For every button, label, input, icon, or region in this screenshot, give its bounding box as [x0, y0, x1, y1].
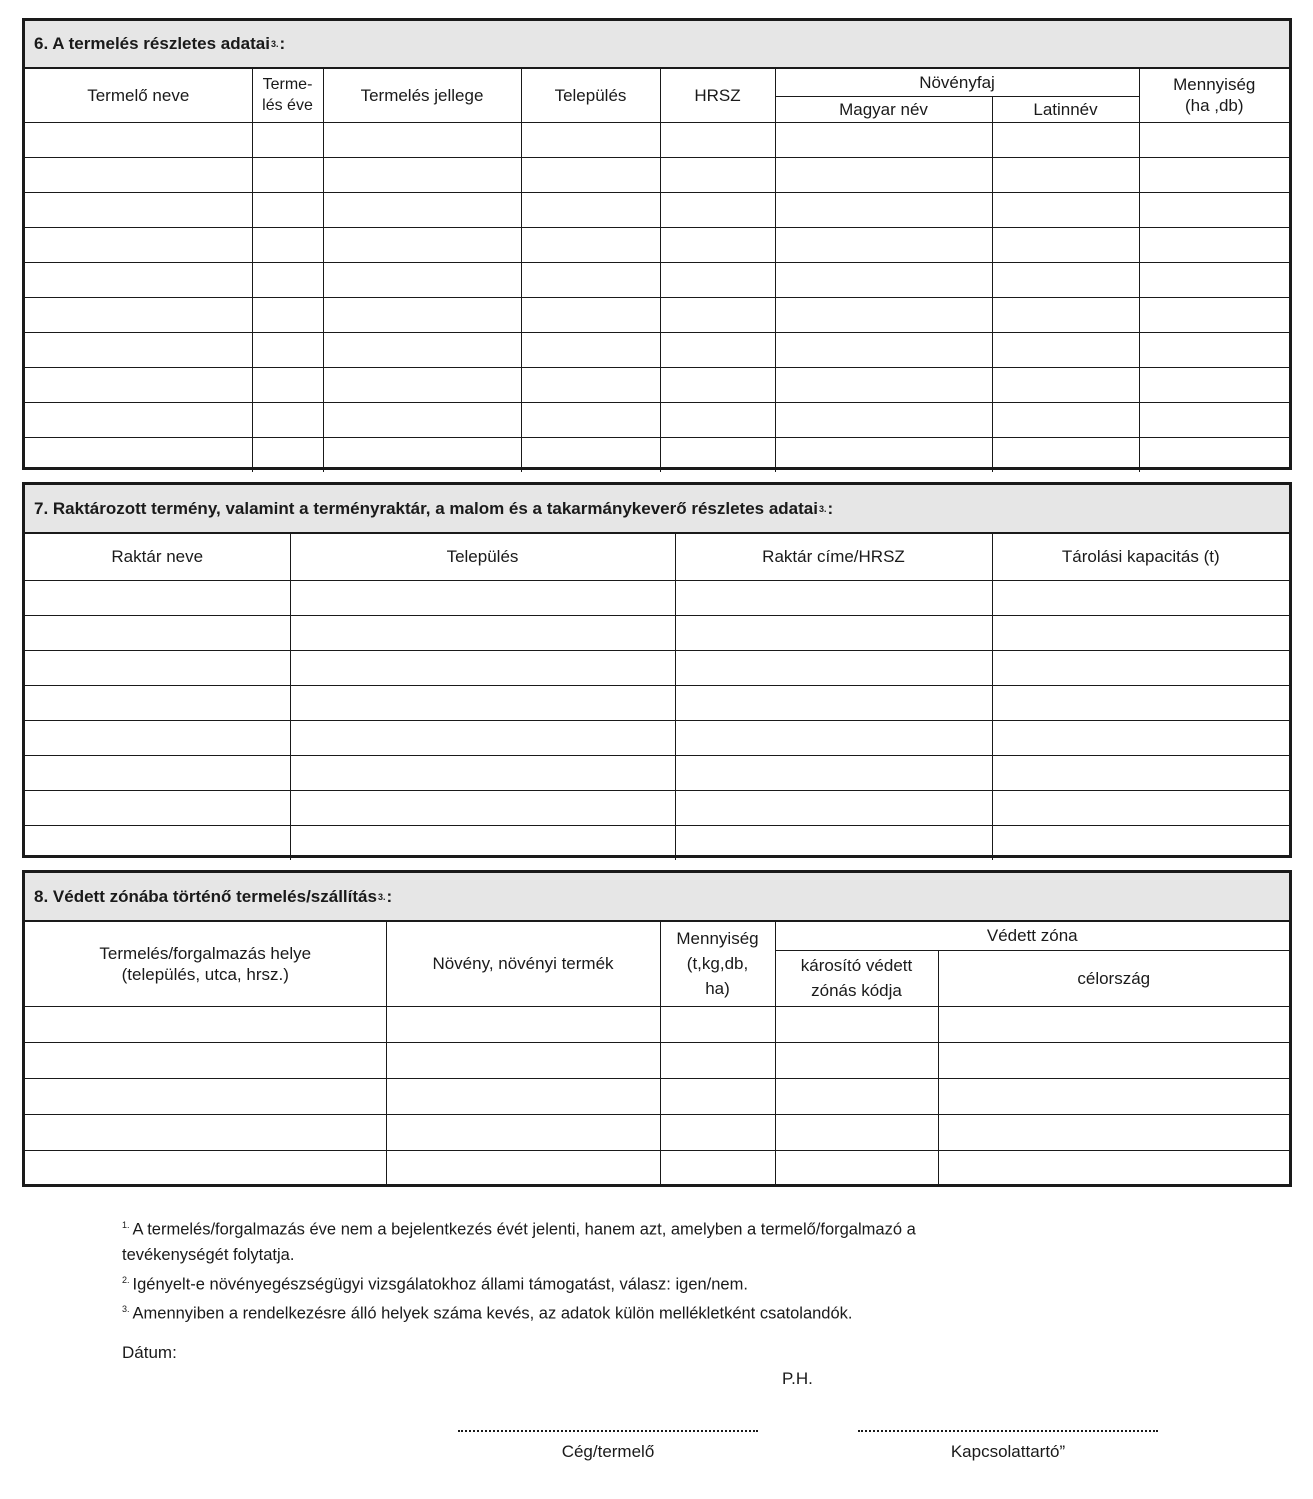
input-cell[interactable] — [1139, 437, 1289, 472]
signature-line[interactable] — [458, 1430, 758, 1432]
table-row — [25, 1150, 1289, 1186]
input-cell[interactable] — [290, 720, 675, 755]
input-cell[interactable] — [521, 367, 660, 402]
input-cell[interactable] — [25, 227, 252, 262]
table-row — [25, 227, 1289, 262]
input-cell[interactable] — [660, 367, 775, 402]
header-celorszag: célország — [938, 950, 1289, 1006]
input-cell[interactable] — [25, 685, 290, 720]
input-cell[interactable] — [290, 685, 675, 720]
input-cell[interactable] — [521, 332, 660, 367]
input-cell[interactable] — [323, 367, 521, 402]
table-row — [25, 1042, 1289, 1078]
table-row — [25, 580, 1289, 615]
input-cell[interactable] — [660, 157, 775, 192]
input-cell[interactable] — [992, 157, 1139, 192]
input-cell[interactable] — [521, 297, 660, 332]
storage-table-body — [25, 580, 1289, 860]
input-cell[interactable] — [992, 192, 1139, 227]
input-cell[interactable] — [1139, 332, 1289, 367]
input-cell[interactable] — [521, 227, 660, 262]
input-cell[interactable] — [386, 1114, 660, 1150]
input-cell[interactable] — [25, 1006, 386, 1042]
signature-contact-label: Kapcsolattartó” — [950, 1442, 1066, 1461]
header-telepules: Település — [290, 534, 675, 580]
input-cell[interactable] — [660, 1078, 775, 1114]
input-cell[interactable] — [775, 1042, 938, 1078]
input-cell[interactable] — [290, 650, 675, 685]
date-label: Dátum: — [122, 1343, 177, 1362]
header-termeles-jellege: Termelés jellege — [323, 69, 521, 122]
input-cell[interactable] — [775, 1078, 938, 1114]
input-cell[interactable] — [25, 825, 290, 860]
table-row — [25, 685, 1289, 720]
input-cell[interactable] — [938, 1042, 1289, 1078]
input-cell[interactable] — [992, 720, 1289, 755]
table-row — [25, 332, 1289, 367]
table-row — [25, 192, 1289, 227]
input-cell[interactable] — [25, 1042, 386, 1078]
table-row — [25, 262, 1289, 297]
input-cell[interactable] — [25, 262, 252, 297]
input-cell[interactable] — [323, 297, 521, 332]
footnote-3: $^{3.}$ Amennyiben a rendelkezésre álló helyek száma kevés, az adatok külön mellékletként csatolandók. — [122, 1304, 853, 1323]
input-cell[interactable] — [25, 367, 252, 402]
input-cell[interactable] — [660, 1114, 775, 1150]
input-cell[interactable] — [323, 122, 521, 157]
input-cell[interactable] — [1139, 297, 1289, 332]
input-cell[interactable] — [660, 402, 775, 437]
input-cell[interactable] — [252, 332, 323, 367]
header-raktar-neve: Raktár neve — [25, 534, 290, 580]
table-row — [25, 437, 1289, 472]
input-cell[interactable] — [252, 402, 323, 437]
signature-company-label: Cég/termelő — [561, 1442, 655, 1461]
input-cell[interactable] — [992, 615, 1289, 650]
input-cell[interactable] — [660, 192, 775, 227]
input-cell[interactable] — [290, 580, 675, 615]
input-cell[interactable] — [675, 825, 992, 860]
input-cell[interactable] — [675, 650, 992, 685]
input-cell[interactable] — [992, 402, 1139, 437]
header-latinnev: Latinnév — [992, 96, 1139, 122]
table-row — [25, 720, 1289, 755]
input-cell[interactable] — [290, 790, 675, 825]
input-cell[interactable] — [252, 297, 323, 332]
input-cell[interactable] — [25, 402, 252, 437]
header-hrsz: HRSZ — [660, 69, 775, 122]
input-cell[interactable] — [775, 227, 992, 262]
section-8-footnote-ref: 3. — [377, 891, 386, 902]
input-cell[interactable] — [775, 262, 992, 297]
input-cell[interactable] — [675, 720, 992, 755]
protected-zone-table — [25, 922, 1289, 1186]
input-cell[interactable] — [938, 1150, 1289, 1186]
table-row — [25, 755, 1289, 790]
input-cell[interactable] — [290, 755, 675, 790]
table-row — [25, 367, 1289, 402]
input-cell[interactable] — [1139, 227, 1289, 262]
input-cell[interactable] — [25, 1078, 386, 1114]
input-cell[interactable] — [775, 157, 992, 192]
section-6-title-text: 6. A termelés részletes adatai — [34, 34, 270, 53]
table-row — [25, 790, 1289, 825]
input-cell[interactable] — [386, 1150, 660, 1186]
input-cell[interactable] — [938, 1078, 1289, 1114]
table-row — [25, 402, 1289, 437]
table-row — [25, 650, 1289, 685]
input-cell[interactable] — [252, 192, 323, 227]
input-cell[interactable] — [992, 227, 1139, 262]
input-cell[interactable] — [25, 1150, 386, 1186]
table-row — [25, 825, 1289, 860]
input-cell[interactable] — [1139, 192, 1289, 227]
input-cell[interactable] — [386, 1078, 660, 1114]
input-cell[interactable] — [1139, 122, 1289, 157]
table-row — [25, 1078, 1289, 1114]
table-row — [25, 615, 1289, 650]
header-mennyiseg: Mennyiség (ha ,db) — [1139, 69, 1289, 122]
input-cell[interactable] — [323, 332, 521, 367]
production-table — [25, 69, 1289, 472]
input-cell[interactable] — [675, 685, 992, 720]
input-cell[interactable] — [992, 685, 1289, 720]
header-noveny: Növény, növényi termék — [386, 922, 660, 1006]
section-6-footnote-ref: 3. — [270, 39, 279, 49]
input-cell[interactable] — [252, 367, 323, 402]
input-cell[interactable] — [252, 262, 323, 297]
input-cell[interactable] — [992, 262, 1139, 297]
section-7-title-text: 7. Raktározott termény, valamint a terményraktár, a malom és a takarmánykeverő részletes adatai — [34, 498, 818, 518]
header-magyar-nev: Magyar név — [775, 96, 992, 122]
input-cell[interactable] — [775, 332, 992, 367]
input-cell[interactable] — [775, 122, 992, 157]
input-cell[interactable] — [25, 790, 290, 825]
input-cell[interactable] — [992, 790, 1289, 825]
header-raktar-cime: Raktár címe/HRSZ — [675, 534, 992, 580]
section-8-protected-zone — [22, 870, 1292, 1187]
table-row — [25, 297, 1289, 332]
input-cell[interactable] — [992, 580, 1289, 615]
input-cell[interactable] — [775, 1114, 938, 1150]
input-cell[interactable] — [660, 1006, 775, 1042]
input-cell[interactable] — [660, 1150, 775, 1186]
input-cell[interactable] — [660, 437, 775, 472]
input-cell[interactable] — [675, 615, 992, 650]
input-cell[interactable] — [775, 367, 992, 402]
input-cell[interactable] — [25, 1114, 386, 1150]
footnotes — [122, 1213, 1122, 1327]
input-cell[interactable] — [775, 297, 992, 332]
input-cell[interactable] — [660, 227, 775, 262]
input-cell[interactable] — [1139, 402, 1289, 437]
input-cell[interactable] — [660, 262, 775, 297]
signature-line[interactable] — [858, 1430, 1158, 1432]
input-cell[interactable] — [992, 297, 1139, 332]
header-mennyiseg: Mennyiség (t,kg,db, ha) — [660, 922, 775, 1006]
input-cell[interactable] — [521, 157, 660, 192]
input-cell[interactable] — [521, 122, 660, 157]
stamp-label: P.H. — [782, 1369, 813, 1388]
input-cell[interactable] — [25, 580, 290, 615]
input-cell[interactable] — [323, 402, 521, 437]
section-6-production-details — [22, 18, 1292, 470]
input-cell[interactable] — [521, 262, 660, 297]
input-cell[interactable] — [775, 402, 992, 437]
input-cell[interactable] — [252, 437, 323, 472]
footnote-1: $^{1.}$ A termelés/forgalmazás éve nem a bejelentkezés évét jelenti, hanem azt, amelyben a termelő/forgalmazó a — [122, 1220, 916, 1239]
input-cell[interactable] — [25, 297, 252, 332]
input-cell[interactable] — [323, 227, 521, 262]
section-8-title-text: 8. Védett zónába történő termelés/szállítás — [34, 886, 377, 906]
input-cell[interactable] — [992, 122, 1139, 157]
header-vedett-zona: Védett zóna — [775, 922, 1289, 950]
input-cell[interactable] — [323, 437, 521, 472]
input-cell[interactable] — [323, 262, 521, 297]
footnote-2: $^{2.}$ Igényelt-e növényegészségügyi vizsgálatokhoz állami támogatást, válasz: igen/nem. — [122, 1274, 748, 1293]
input-cell[interactable] — [386, 1042, 660, 1078]
footnote-1-continued: tevékenységét folytatja. — [122, 1245, 295, 1264]
input-cell[interactable] — [252, 157, 323, 192]
input-cell[interactable] — [775, 1150, 938, 1186]
input-cell[interactable] — [290, 825, 675, 860]
input-cell[interactable] — [675, 790, 992, 825]
section-8-title: 8. Védett zónába történő termelés/szállítás 3. : — [25, 873, 1289, 922]
input-cell[interactable] — [252, 122, 323, 157]
input-cell[interactable] — [992, 755, 1289, 790]
input-cell[interactable] — [660, 332, 775, 367]
input-cell[interactable] — [775, 437, 992, 472]
input-cell[interactable] — [938, 1006, 1289, 1042]
signature-contact — [858, 1430, 1158, 1462]
table-row — [25, 1006, 1289, 1042]
input-cell[interactable] — [323, 192, 521, 227]
input-cell[interactable] — [252, 227, 323, 262]
input-cell[interactable] — [660, 297, 775, 332]
input-cell[interactable] — [775, 1006, 938, 1042]
input-cell[interactable] — [25, 332, 252, 367]
storage-table — [25, 534, 1289, 860]
input-cell[interactable] — [675, 580, 992, 615]
input-cell[interactable] — [992, 332, 1139, 367]
input-cell[interactable] — [25, 157, 252, 192]
input-cell[interactable] — [1139, 367, 1289, 402]
input-cell[interactable] — [25, 615, 290, 650]
input-cell[interactable] — [992, 437, 1139, 472]
input-cell[interactable] — [675, 755, 992, 790]
header-tarolasi-kapacitas: Tárolási kapacitás (t) — [992, 534, 1289, 580]
header-telepules: Település — [521, 69, 660, 122]
section-7-footnote-ref: 3. — [818, 503, 827, 514]
header-karosito-kod: károsító védett zónás kódja — [775, 950, 938, 1006]
table-row — [25, 122, 1289, 157]
protected-zone-table-body — [25, 1006, 1289, 1186]
input-cell[interactable] — [992, 650, 1289, 685]
input-cell[interactable] — [992, 825, 1289, 860]
input-cell[interactable] — [25, 122, 252, 157]
section-7-storage-details — [22, 482, 1292, 858]
section-7-title: 7. Raktározott termény, valamint a terményraktár, a malom és a takarmánykeverő részletes adatai 3. : — [25, 485, 1289, 534]
input-cell[interactable] — [775, 192, 992, 227]
header-novenyfaj: Növényfaj — [775, 69, 1139, 96]
input-cell[interactable] — [25, 650, 290, 685]
input-cell[interactable] — [660, 1042, 775, 1078]
input-cell[interactable] — [1139, 262, 1289, 297]
input-cell[interactable] — [992, 367, 1139, 402]
input-cell[interactable] — [25, 755, 290, 790]
table-row — [25, 1114, 1289, 1150]
input-cell[interactable] — [521, 437, 660, 472]
header-hely: Termelés/forgalmazás helye (település, utca, hrsz.) — [25, 922, 386, 1006]
input-cell[interactable] — [521, 192, 660, 227]
signature-company — [458, 1430, 758, 1462]
input-cell[interactable] — [323, 157, 521, 192]
production-table-body — [25, 122, 1289, 472]
header-termelo-neve: Termelő neve — [25, 69, 252, 122]
input-cell[interactable] — [386, 1006, 660, 1042]
input-cell[interactable] — [1139, 157, 1289, 192]
input-cell[interactable] — [290, 615, 675, 650]
input-cell[interactable] — [25, 437, 252, 472]
section-6-title: 6. A termelés részletes adatai 3. : — [25, 21, 1289, 69]
input-cell[interactable] — [660, 122, 775, 157]
table-row — [25, 157, 1289, 192]
input-cell[interactable] — [25, 720, 290, 755]
input-cell[interactable] — [521, 402, 660, 437]
input-cell[interactable] — [938, 1114, 1289, 1150]
header-termeles-eve: Terme- lés éve — [252, 69, 323, 122]
input-cell[interactable] — [25, 192, 252, 227]
